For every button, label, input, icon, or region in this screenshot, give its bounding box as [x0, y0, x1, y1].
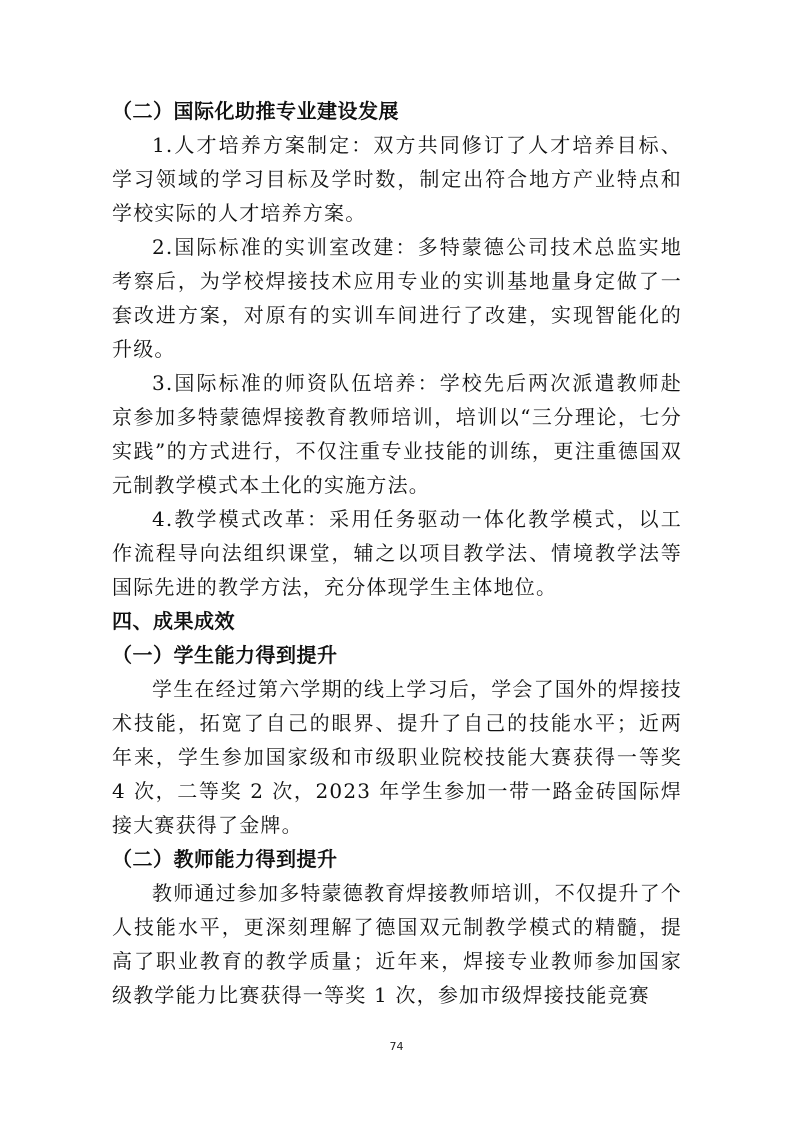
- page-number: 74: [389, 1040, 404, 1053]
- section-heading-internationalization: （二）国际化助推专业建设发展: [112, 99, 399, 123]
- paragraph-student-ability: 学生在经过第六学期的线上学习后，学会了国外的焊接技术技能，拓宽了自己的眼界、提升了自己的技能水平；近两年来，学生参加国家级和市级职业院校技能大赛获得一等奖 4 次，二等奖 2 次，2023 年学生参加一带一路金砖国际焊接大赛获得了金牌。: [112, 677, 682, 837]
- paragraph-teaching-mode-reform: 4.教学模式改革：采用任务驱动一体化教学模式，以工作流程导向法组织课堂，辅之以项目教学法、情境教学法等国际先进的教学方法，充分体现学生主体地位。: [112, 507, 682, 599]
- paragraph-teacher-ability: 教师通过参加多特蒙德教育焊接教师培训，不仅提升了个人技能水平，更深刻理解了德国双元制教学模式的精髓，提高了职业教育的教学质量；近年来，焊接专业教师参加国家级教学能力比赛获得一等奖 1 次，参加市级焊接技能竞赛: [112, 881, 682, 1007]
- section-heading-achievements: 四、成果成效: [112, 609, 235, 633]
- paragraph-talent-training-plan: 1.人才培养方案制定：双方共同修订了人才培养目标、学习领域的学习目标及学时数，制定出符合地方产业特点和学校实际的人才培养方案。: [112, 133, 682, 225]
- section-heading-teacher-ability: （二）教师能力得到提升: [112, 847, 338, 871]
- document-body: [112, 94, 682, 1012]
- paragraph-teacher-team-training: 3.国际标准的师资队伍培养：学校先后两次派遣教师赴京参加多特蒙德焊接教育教师培训，培训以“三分理论，七分实践”的方式进行，不仅注重专业技能的训练，更注重德国双元制教学模式本土化的实施方法。: [112, 371, 682, 497]
- section-heading-student-ability: （一）学生能力得到提升: [112, 643, 338, 667]
- paragraph-training-room-renovation: 2.国际标准的实训室改建：多特蒙德公司技术总监实地考察后，为学校焊接技术应用专业的实训基地量身定做了一套改进方案，对原有的实训车间进行了改建，实现智能化的升级。: [112, 235, 682, 361]
